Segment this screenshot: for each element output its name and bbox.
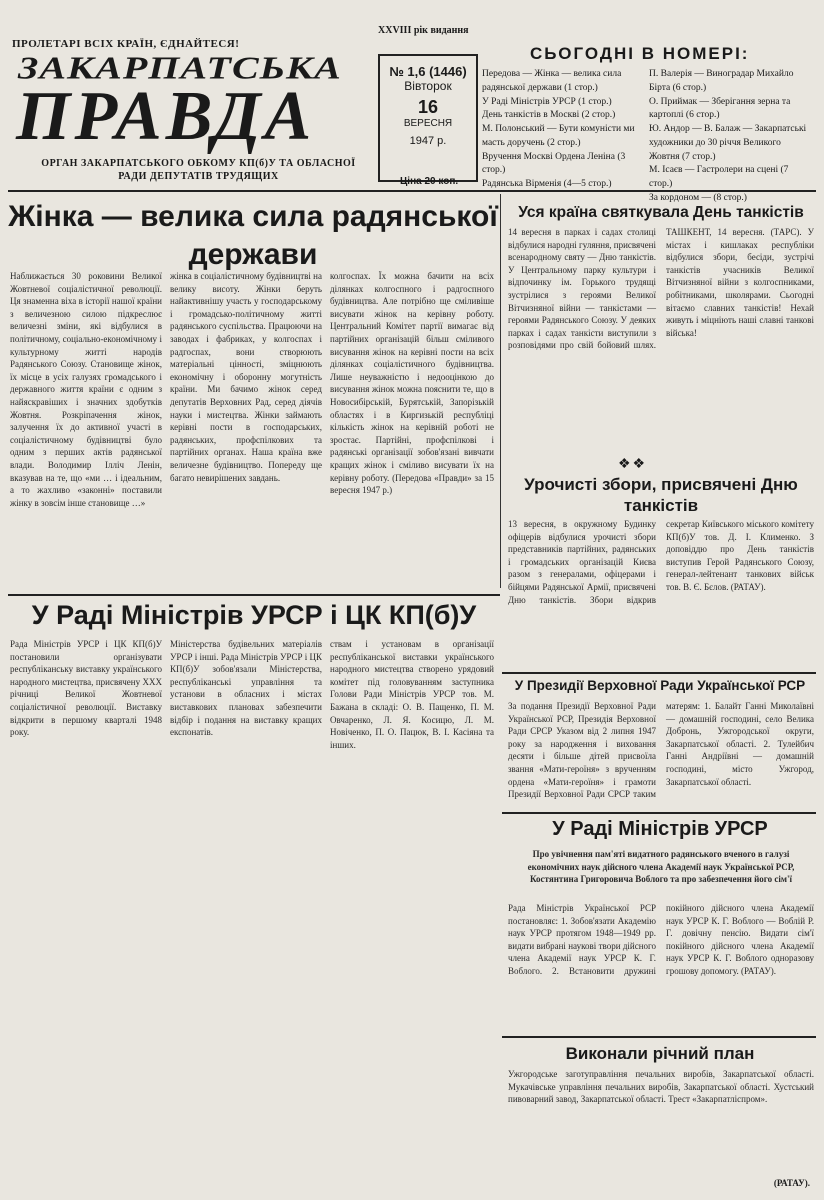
today-left-column — [482, 68, 645, 192]
right-rule-3 — [502, 1036, 816, 1038]
today-item: П. Валерія — Виноградар Михайло Бірта (6 стор.) — [649, 69, 794, 93]
weekday: Вівторок — [404, 79, 452, 93]
masthead-line1: ЗАКАРПАТСЬКА — [18, 49, 342, 86]
bottom-col-3: ствам і установам в організації республіканської виставки українського народного мистецтва створено урядовий комітет під головуванням заступника Голови Ради Міністрів УРСР тов. М. Бажана в складі: О. В. Пащенко, П. М. Овчаренко, Л. Я. Косицю, Л. М. Новіченко, П. О. Пацюк, В. І. Касіяна та інших. — [330, 639, 494, 750]
bottom-col-1: Рада Міністрів УРСР і ЦК КП(б)У постановили організувати республіканську виставку українського народного мистецтва, присвячену XXX річниці Великої Жовтневої соціалістичної революції. Виставку відкрити в першому кварталі 1948 року. — [10, 639, 162, 738]
bottom-title: У Раді Міністрів УРСР і ЦК КП(б)У — [31, 600, 477, 630]
council-text: Рада Міністрів Української РСР постановляє: 1. Зобов'язати Академію наук УРСР протягом 1948—1949 рр. видати вибрані наукові твори дійсного члена Академії наук УРСР К. Г. Воблого. 2. Встановити дружині покійного дійсного члена Академії наук УРСР К. Г. Воблого — Воблій Р. Г. довічну пенсію. Видати сім'ї покійного дійсного члена Академії наук УРСР К. Г. Воблого одноразову грошову допомогу. (РАТАУ). — [508, 903, 814, 976]
today-list — [482, 68, 812, 206]
tank-text: 14 вересня в парках і садах столиці відбулися народні гуляння, присвячені всенародному святу — Дню танкістів. У Центральному парку культури і відпочинку ім. Горького трудящі зустрілися з героями Великої Вітчизняної війни — танкістами — героями Радянського Союзу. У деяких парках і садах танкісти виступили з розповідями про свій бойовий шлях. ТАШКЕНТ, 14 вересня. (ТАРС). У містах і кишлаках республіки відбулися збори, бесіди, зустрічі танкістів учасників Великої Вітчизняної війни з колгоспниками, робітниками, школярами. Сьогодні вітаємо славних танкістів! Нехай живуть і міцніють наші славні танкові війська! — [508, 227, 814, 351]
day: 16 — [417, 97, 439, 117]
today-right-column — [649, 68, 812, 206]
today-item: Передова — Жінка — велика сила радянської держави (1 стор.) — [482, 69, 622, 93]
issue-number: № 1,6 (1446) — [389, 64, 467, 79]
today-item: Ю. Андор — В. Балаж — Закарпатські художники до 30 річчя Великого Жовтня (7 стор.) — [649, 124, 807, 162]
column-divider — [500, 194, 501, 588]
lead-title: Жінка — велика сила радянської держави — [8, 200, 498, 271]
today-item: М. Ісаєв — Гастролери на сцені (7 стор.) — [649, 165, 789, 190]
council-subtitle: Про увічнення пам'яті видатного радянського вченого в галузі економічних наук дійсного члена Академії наук Української РСР, Костянтина Григоровича Воблого та про забезпечення його сім'ї — [527, 849, 795, 885]
header-rule — [8, 190, 816, 192]
price: Ціна 20 коп. — [400, 176, 459, 187]
presidium-title: У Президії Верховної Ради Української РСР — [514, 678, 806, 693]
today-item: День танкістів в Москві (2 стор.) — [482, 110, 616, 121]
today-item: Вручення Москві Ордена Леніна (3 стор.) — [482, 151, 626, 176]
month: ВЕРЕСНЯ — [403, 118, 453, 129]
today-item: У Раді Міністрів УРСР (1 стор.) — [482, 96, 612, 107]
lead-col-1: Наближається 30 роковини Великої Жовтневої соціалістичної революції. Ця знаменна віха в історії нашої країни з величезною силою підкреслює величезні зміни, які відбулися в політичному, соціально-економічному і культурному житті народів Радянського Союзу. Становище жінок, їх місце в усіх галузях громадського і державного життя країни є одним з найяскравіших і значних здобутків Жовтня. Розкріпачення жінок, залучення їх до активної участі в соціалістичному будівництві було одним з перших актів радянської влади. Володимир Ілліч Ленін, вказував на те, що «ми … і ідеальним, а то жахливо «законні» поставили жінку в зовсім інше становище …» — [10, 271, 162, 508]
right-rule-2 — [502, 812, 816, 814]
tank-title: Уся країна святкувала День танкістів — [518, 204, 804, 221]
plan-title: Виконали річний план — [565, 1044, 755, 1063]
lead-col-3: колгоспах. Їх можна бачити на всіх ділянках колгоспного і радгоспного будівництва. Але потрібно ще сміливіше висувати жінок на керівну роботу. Центральний Комітет партії вимагає від партійних організацій більш сміливого висування жінок на керівні пости на всіх ділянках соціалістичного будівництва. Лише неуважністю і недооцінкою до висування жінок можна пояснити те, що в Новосибірській, Бурятській, Запорізькій областях і в Киргизькій республіці кількість жінок на керівній роботі не зростає. Партійні, профспілкові і радянські організації зобов'язані вивчати кращих жінок і сміливо висувати їх на керівну роботу. (Передова «Правди» за 15 вересня 1947 р.) — [330, 271, 494, 496]
today-item: М. Полонський — Бути комуністи ми масть доручень (2 стор.) — [482, 124, 635, 148]
meeting-title: Урочисті збори, присвячені Дню танкістів — [524, 475, 798, 516]
council-title: У Раді Міністрів УРСР — [552, 818, 768, 840]
plan-source: (РАТАУ). — [773, 1178, 810, 1188]
organ-subtitle: ОРГАН ЗАКАРПАТСЬКОГО ОБКОМУ КП(б)У ТА ОБЛАСНОЇ РАДИ ДЕПУТАТІВ ТРУДЯЩИХ — [41, 158, 356, 182]
lead-bottom-rule — [8, 594, 500, 596]
meeting-text: 13 вересня, в окружному Будинку офіцерів відбулися урочисті збори представників партійних, радянських і громадських організацій Києва разом з генералами, офіцерами і бійцями Радянської Армії, присвячені Дню танкістів. Збори відкрив секретар Київського міського комітету КП(б)У тов. Д. І. Клименко. З доповіддю про День танкістів виступив Герой Радянського Союзу, генерал-лейтенант танкових військ тов. В. Є. Бєлов. (РАТАУ). — [508, 519, 814, 605]
ornament: ❖❖ — [618, 457, 648, 472]
year-line: XXVIII рік видання — [378, 25, 469, 36]
right-rule-1 — [502, 672, 816, 674]
masthead-line2: ПРАВДА — [16, 78, 316, 155]
year: 1947 р. — [409, 135, 447, 147]
plan-text: Ужгородське заготуправління печальних виробів, Закарпатської області. Мукачівське управління печальних виробів, Закарпатської області. Хустський пивоварний завод, Закарпатської області. Трест «Закарпатліспром». — [508, 1069, 814, 1105]
bottom-col-2: Міністерства будівельних матеріалів УРСР і інші. Рада Міністрів УРСР і ЦК КП(б)У зобов'язали Міністерства, республіканські управління та установи в обласних і містах виставкових плановах забезпечити відбір і подання на виставку кращих експонатів. — [170, 639, 322, 738]
today-item: За кордоном — (8 стор.) — [649, 192, 747, 203]
lead-col-2: жінка в соціалістичному будівництві на велику висоту. Жінки беруть найактивнішу участь у господарському і громадсько-політичному житті радянського суспільства. Працюючи на заводах і фабриках, у колгоспах і радгоспах, вони створюють матеріальні цінності, зміцнюють економічну і оборонну могутність країни. Ми бачимо жінок серед депутатів Верховних Рад, серед діячів науки і мистецтва. Жінки займають керівні пости в господарських, радянських, профспілкових та партійних органах. Наша країна вже величезне будівництво. Попереду ще багато невирішених завдань. — [170, 271, 322, 483]
today-item: О. Приймак — Зберігання зерна та картоплі (6 стор.) — [649, 96, 791, 121]
today-title: СЬОГОДНІ В НОМЕРІ: — [530, 44, 750, 63]
today-item: Радянська Вірменія (4—5 стор.) — [482, 179, 612, 190]
slogan: ПРОЛЕТАРІ ВСІХ КРАЇН, ЄДНАЙТЕСЯ! — [12, 38, 240, 50]
presidium-text: За подання Президії Верховної Ради Української РСР, Президія Верховної Ради СРСР Указом від 2 липня 1947 року за народження і виховання десяти і більше дітей присвоїла звання «Мати-героїня» з врученням ордена «Мати-героїня» і грамоти Президії Верховної Ради СРСР таким матерям: 1. Балайт Ганні Миколаївні — домашній господині, село Велика Добронь, Ужгородської округи, Закарпатської області. 2. Тулейбич Ганні Андріївні — домашній господині, місто Ужгород, Закарпатської області. — [508, 701, 814, 800]
issue-box — [378, 54, 478, 182]
